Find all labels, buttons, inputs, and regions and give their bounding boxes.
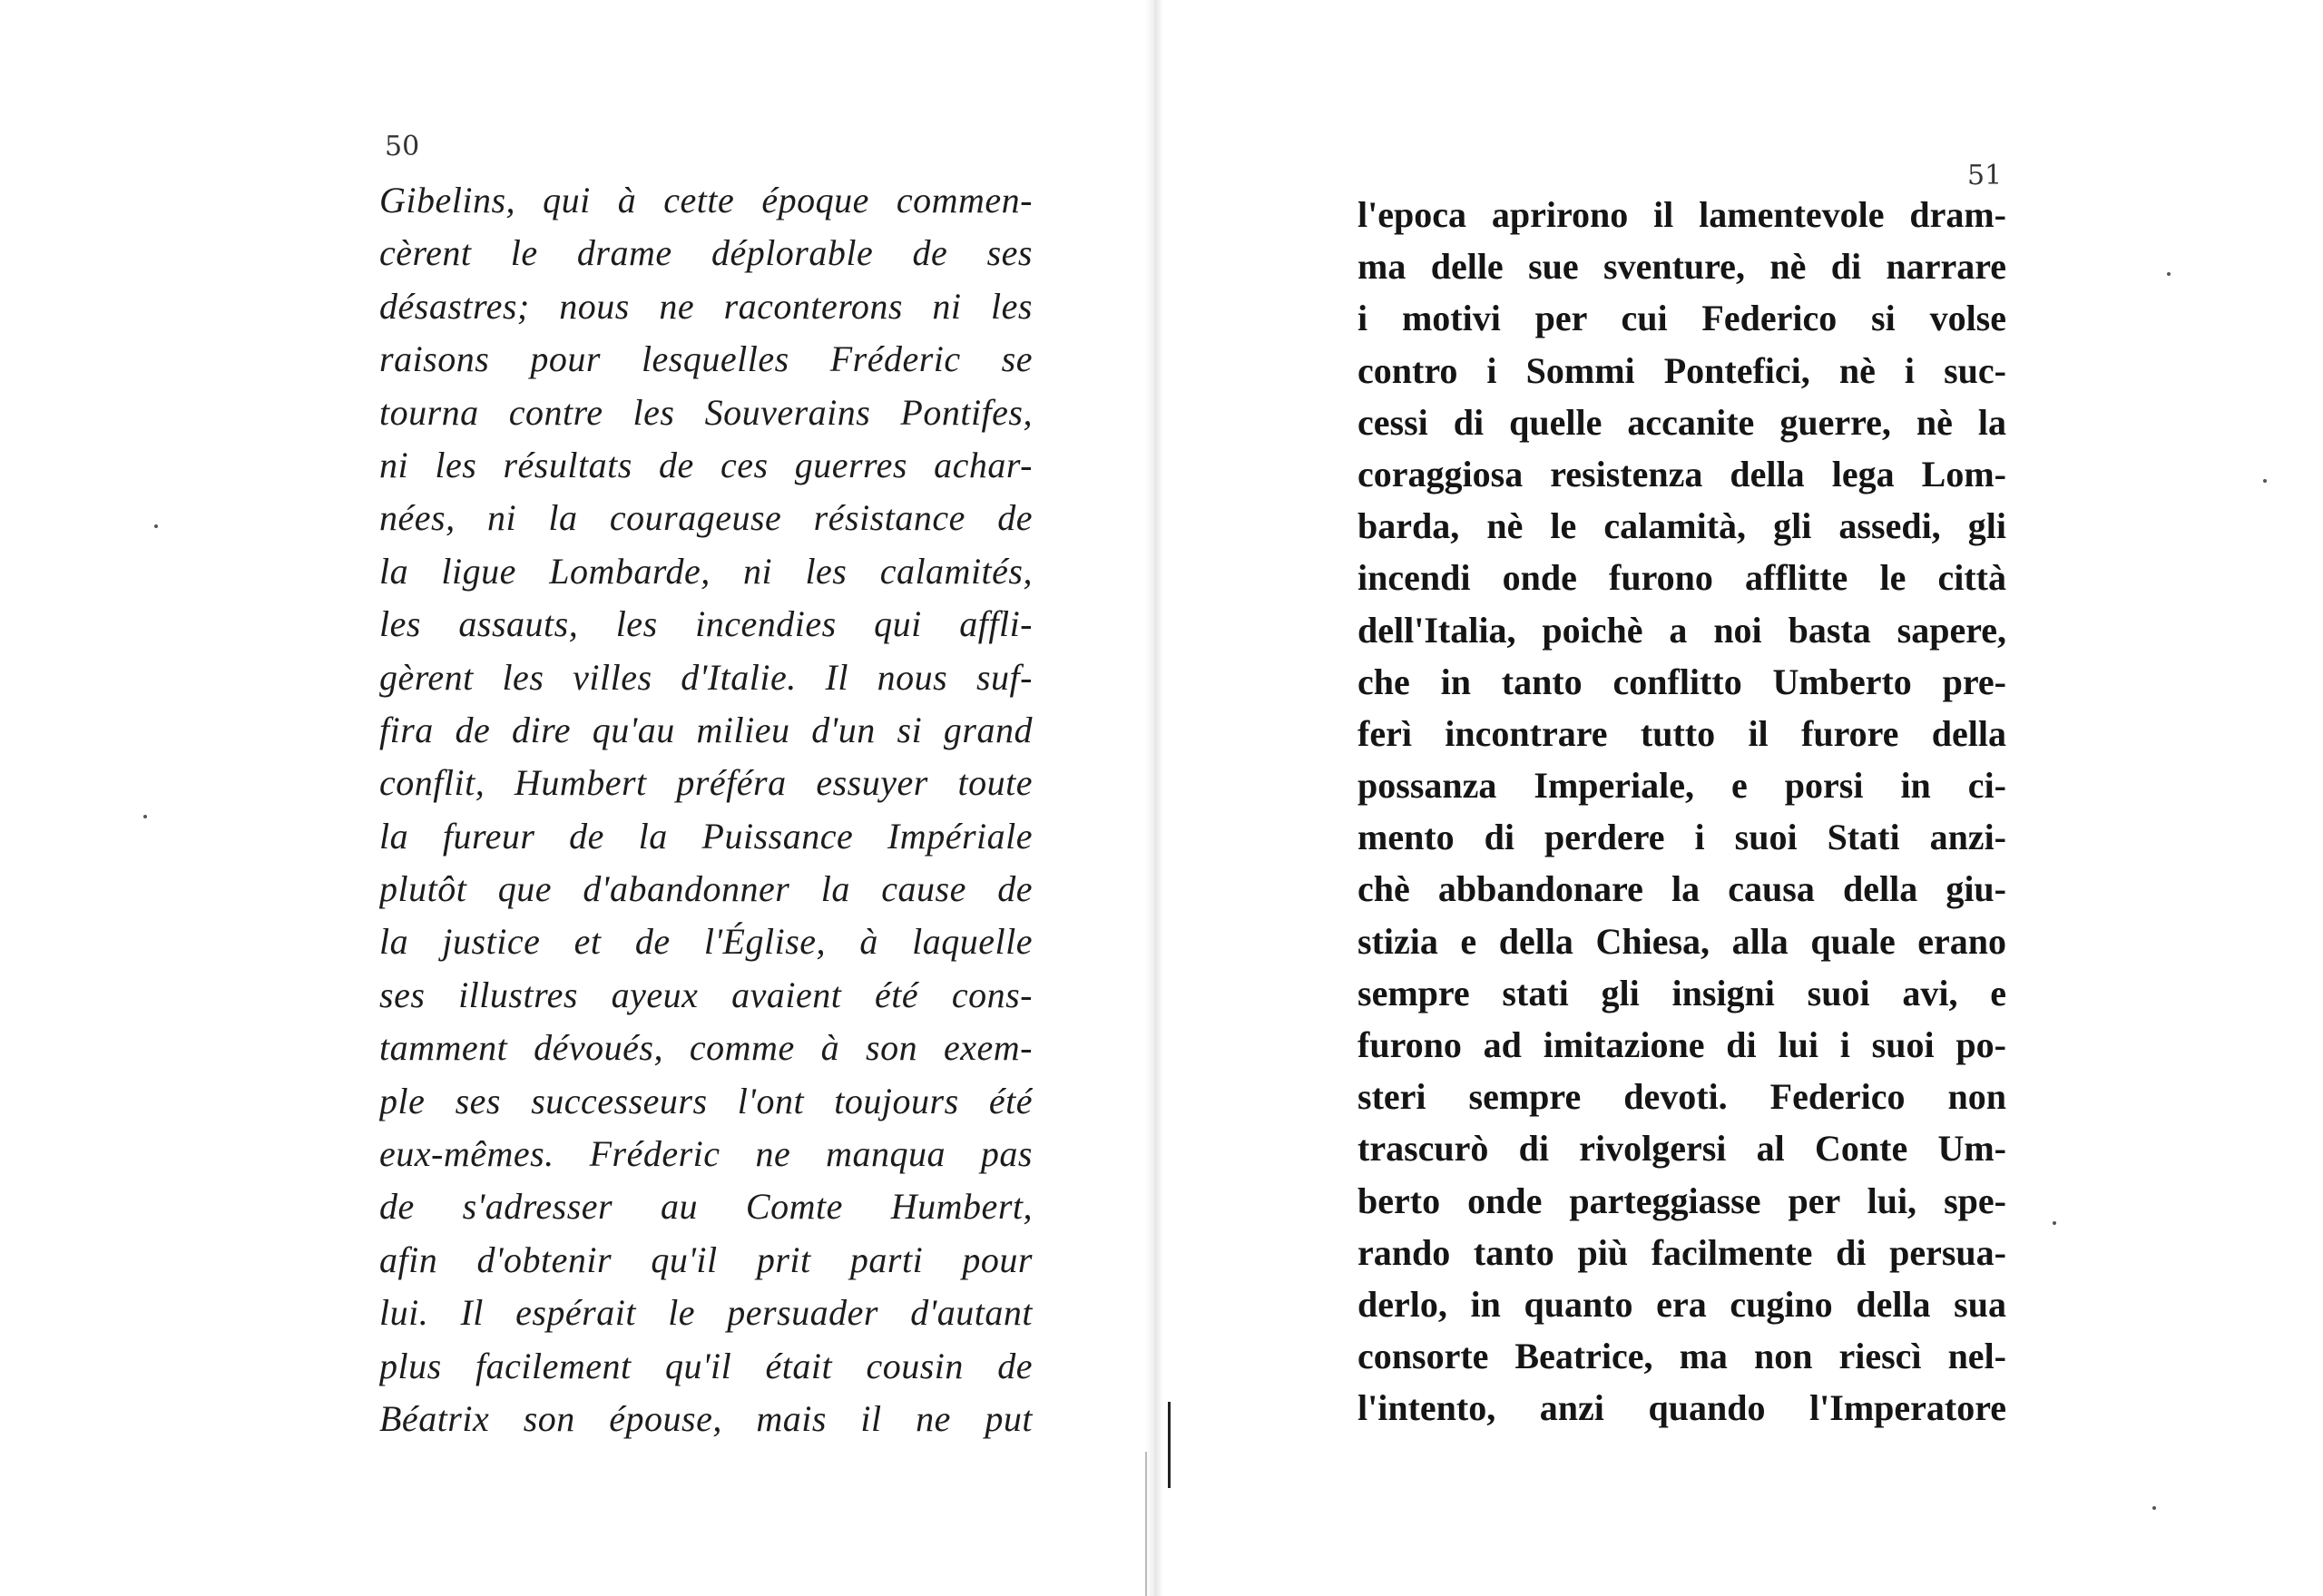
scan-speck (2263, 479, 2267, 483)
text-line: l'epoca aprirono il lamentevole dram- (1358, 194, 2006, 235)
page-number-right: 51 (1967, 160, 2003, 191)
right-page-text (1358, 189, 2006, 1434)
text-line: de s'adresser au Comte Humbert, (379, 1186, 1033, 1228)
text-line: nées, ni la courageuse résistance de (379, 497, 1033, 539)
text-line: la fureur de la Puissance Impériale (379, 815, 1033, 857)
gutter-shadow-mark (1168, 1402, 1171, 1488)
text-line: coraggiosa resistenza della lega Lom- (1358, 453, 2006, 494)
text-line: sempre stati gli insigni suoi avi, e (1358, 972, 2006, 1013)
page-number-left: 50 (385, 131, 420, 162)
text-line: afin d'obtenir qu'il prit parti pour (379, 1239, 1033, 1280)
text-line: cessi di quelle accanite guerre, nè la (1358, 401, 2006, 443)
text-line: incendi onde furono afflitte le città (1358, 557, 2006, 599)
text-line: contro i Sommi Pontefici, nè i suc- (1358, 349, 2006, 391)
text-line: plutôt que d'abandonner la cause de (379, 868, 1033, 910)
book-gutter (1145, 0, 1163, 1596)
scan-speck (2167, 272, 2171, 276)
text-line: mento di perdere i suoi Stati anzi- (1358, 817, 2006, 858)
left-page-text (379, 174, 1033, 1445)
text-line: ple ses successeurs l'ont toujours été (379, 1080, 1033, 1121)
text-line: la ligue Lombarde, ni les calamités, (379, 550, 1033, 592)
text-line: l'intento, anzi quando l'Imperatore (1358, 1387, 2006, 1429)
text-line: gèrent les villes d'Italie. Il nous suf- (379, 656, 1033, 698)
text-line: chè abbandonare la causa della giu- (1358, 868, 2006, 910)
text-line: dell'Italia, poichè a noi basta sapere, (1358, 609, 2006, 651)
text-line: berto onde parteggiasse per lui, spe- (1358, 1180, 2006, 1221)
text-line: che in tanto conflitto Umberto pre- (1358, 661, 2006, 702)
text-line: ferì incontrare tutto il furore della (1358, 712, 2006, 754)
text-line: tourna contre les Souverains Pontifes, (379, 391, 1033, 433)
text-line: Béatrix son épouse, mais il ne put (379, 1397, 1033, 1439)
text-line: trascurò di rivolgersi al Conte Um- (1358, 1128, 2006, 1170)
text-line: consorte Beatrice, ma non riescì nel- (1358, 1336, 2006, 1377)
text-line: Gibelins, qui à cette époque commen- (379, 180, 1033, 220)
text-line: possanza Imperiale, e porsi in ci- (1358, 765, 2006, 807)
text-line: stizia e della Chiesa, alla quale erano (1358, 920, 2006, 962)
scan-speck (143, 815, 147, 818)
text-line: conflit, Humbert préféra essuyer toute (379, 762, 1033, 804)
scan-speck (2152, 1506, 2156, 1510)
text-line: lui. Il espérait le persuader d'autant (379, 1292, 1033, 1334)
gutter-edge (1145, 1452, 1147, 1596)
text-line: furono ad imitazione di lui i suoi po- (1358, 1024, 2006, 1065)
text-line: tamment dévoués, comme à son exem- (379, 1027, 1033, 1069)
text-line: steri sempre devoti. Federico non (1358, 1076, 2006, 1118)
scan-speck (154, 524, 158, 528)
scan-speck (2053, 1221, 2056, 1225)
text-line: les assauts, les incendies qui affli- (379, 603, 1033, 645)
text-line: désastres; nous ne raconterons ni les (379, 285, 1033, 327)
text-line: fira de dire qu'au milieu d'un si grand (379, 709, 1033, 750)
text-line: raisons pour lesquelles Fréderic se (379, 338, 1033, 380)
text-line: la justice et de l'Église, à laquelle (379, 921, 1033, 963)
text-line: ses illustres ayeux avaient été cons- (379, 974, 1033, 1015)
text-line: i motivi per cui Federico si volse (1358, 298, 2006, 339)
text-line: rando tanto più facilmente di persua- (1358, 1231, 2006, 1273)
text-line: ma delle sue sventure, nè di narrare (1358, 246, 2006, 288)
text-line: ni les résultats de ces guerres achar- (379, 444, 1033, 485)
text-line: derlo, in quanto era cugino della sua (1358, 1283, 2006, 1325)
text-line: eux-mêmes. Fréderic ne manqua pas (379, 1133, 1033, 1175)
text-line: plus facilement qu'il était cousin de (379, 1345, 1033, 1386)
text-line: barda, nè le calamità, gli assedi, gli (1358, 505, 2006, 547)
text-line: cèrent le drame déplorable de ses (379, 232, 1033, 274)
